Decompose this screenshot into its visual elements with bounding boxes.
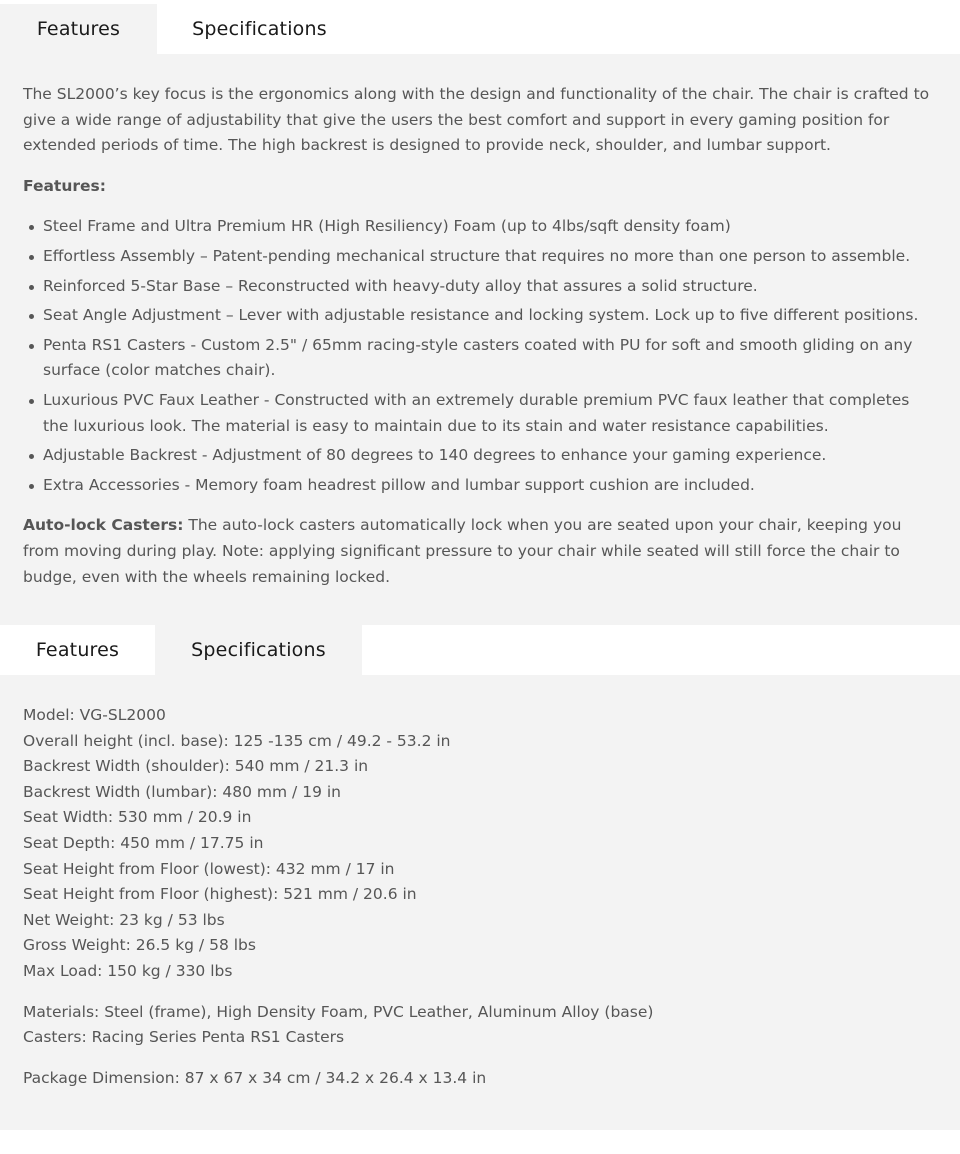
spec-package-line: Package Dimension: 87 x 67 x 34 cm / 34.2 x 26.4 x 13.4 in xyxy=(23,1068,487,1087)
feature-item-text: Luxurious PVC Faux Leather - Constructed with an extremely durable premium PVC faux leather that completes the luxurious look. The material is easy to maintain due to its stain and water resistance capabilities. xyxy=(43,390,910,435)
feature-item-text: Adjustable Backrest - Adjustment of 80 degrees to 140 degrees to enhance your gaming experience. xyxy=(43,446,827,465)
features-intro: The SL2000’s key focus is the ergonomics along with the design and functionality of the chair. The chair is crafted to give a wide range of adjustability that give the users the best comfort and support in every gaming position for extended periods of time. The high backrest is designed to provide neck, shoulder, and lumbar support. xyxy=(23,85,930,155)
tab-specifications[interactable]: Specifications xyxy=(155,625,362,675)
feature-item-text: Effortless Assembly – Patent-pending mechanical structure that requires no more than one person to assemble. xyxy=(43,246,911,265)
spec-package-group xyxy=(23,1066,938,1092)
bullet-icon xyxy=(29,285,34,290)
tab-features[interactable]: Features xyxy=(35,639,120,661)
bullet-icon xyxy=(29,314,34,319)
spec-line: Model: VG-SL2000 xyxy=(23,706,166,724)
list-item xyxy=(23,443,938,469)
feature-item-text: Seat Angle Adjustment – Lever with adjustable resistance and locking system. Lock up to five different positions. xyxy=(43,306,919,325)
spec-line: Seat Width: 530 mm / 20.9 in xyxy=(23,808,252,827)
autolock-text: The auto-lock casters automatically lock when you are seated upon your chair, keeping you from moving during play. Note: applying significant pressure to your chair while seated will still force the chair to budge, even with the wheels remaining locked. xyxy=(23,516,902,586)
feature-item-text: Extra Accessories - Memory foam headrest pillow and lumbar support cushion are included. xyxy=(43,475,755,494)
feature-item-text: Steel Frame and Ultra Premium HR (High Resiliency) Foam (up to 4lbs/sqft density foam) xyxy=(43,217,731,236)
spec-line: Seat Depth: 450 mm / 17.75 in xyxy=(23,833,264,852)
spec-dimensions-group xyxy=(23,703,938,985)
list-item xyxy=(23,473,938,499)
list-item xyxy=(23,274,938,300)
bullet-icon xyxy=(29,255,34,260)
spec-line: Overall height (incl. base): 125 -135 cm / 49.2 - 53.2 in xyxy=(23,731,451,750)
tab-bar-features-section xyxy=(0,4,960,54)
spec-line: Materials: Steel (frame), High Density Foam, PVC Leather, Aluminum Alloy (base) xyxy=(23,1002,654,1021)
feature-list xyxy=(23,214,938,498)
list-item xyxy=(23,303,938,329)
spec-line: Casters: Racing Series Penta RS1 Casters xyxy=(23,1028,345,1047)
spec-line: Net Weight: 23 kg / 53 lbs xyxy=(23,910,225,929)
spec-line: Backrest Width (lumbar): 480 mm / 19 in xyxy=(23,782,341,801)
bullet-icon xyxy=(29,225,34,230)
features-panel xyxy=(0,54,960,625)
tab-features[interactable]: Features xyxy=(0,4,157,54)
bullet-icon xyxy=(29,484,34,489)
bullet-icon xyxy=(29,399,34,404)
autolock-label: Auto-lock Casters: xyxy=(23,516,184,535)
feature-item-text: Penta RS1 Casters - Custom 2.5" / 65mm racing-style casters coated with PU for soft and smooth gliding on any surface (color matches chair). xyxy=(43,335,913,380)
list-item xyxy=(23,214,938,240)
bullet-icon xyxy=(29,454,34,459)
list-item xyxy=(23,333,938,384)
list-item xyxy=(23,244,938,270)
spec-line: Max Load: 150 kg / 330 lbs xyxy=(23,961,233,980)
bullet-icon xyxy=(29,344,34,349)
autolock-paragraph xyxy=(23,513,938,590)
spec-materials-group xyxy=(23,1000,938,1051)
spec-line: Gross Weight: 26.5 kg / 58 lbs xyxy=(23,936,256,955)
tab-bar-specifications-section xyxy=(0,625,960,675)
specifications-panel xyxy=(0,675,960,1130)
feature-item-text: Reinforced 5-Star Base – Reconstructed with heavy-duty alloy that assures a solid structure. xyxy=(43,276,758,295)
spec-line: Seat Height from Floor (highest): 521 mm / 20.6 in xyxy=(23,885,417,904)
spec-line: Seat Height from Floor (lowest): 432 mm / 17 in xyxy=(23,859,395,878)
list-item xyxy=(23,388,938,439)
tab-specifications[interactable]: Specifications xyxy=(192,18,327,40)
features-heading: Features: xyxy=(23,176,106,195)
spec-line: Backrest Width (shoulder): 540 mm / 21.3 in xyxy=(23,757,369,776)
